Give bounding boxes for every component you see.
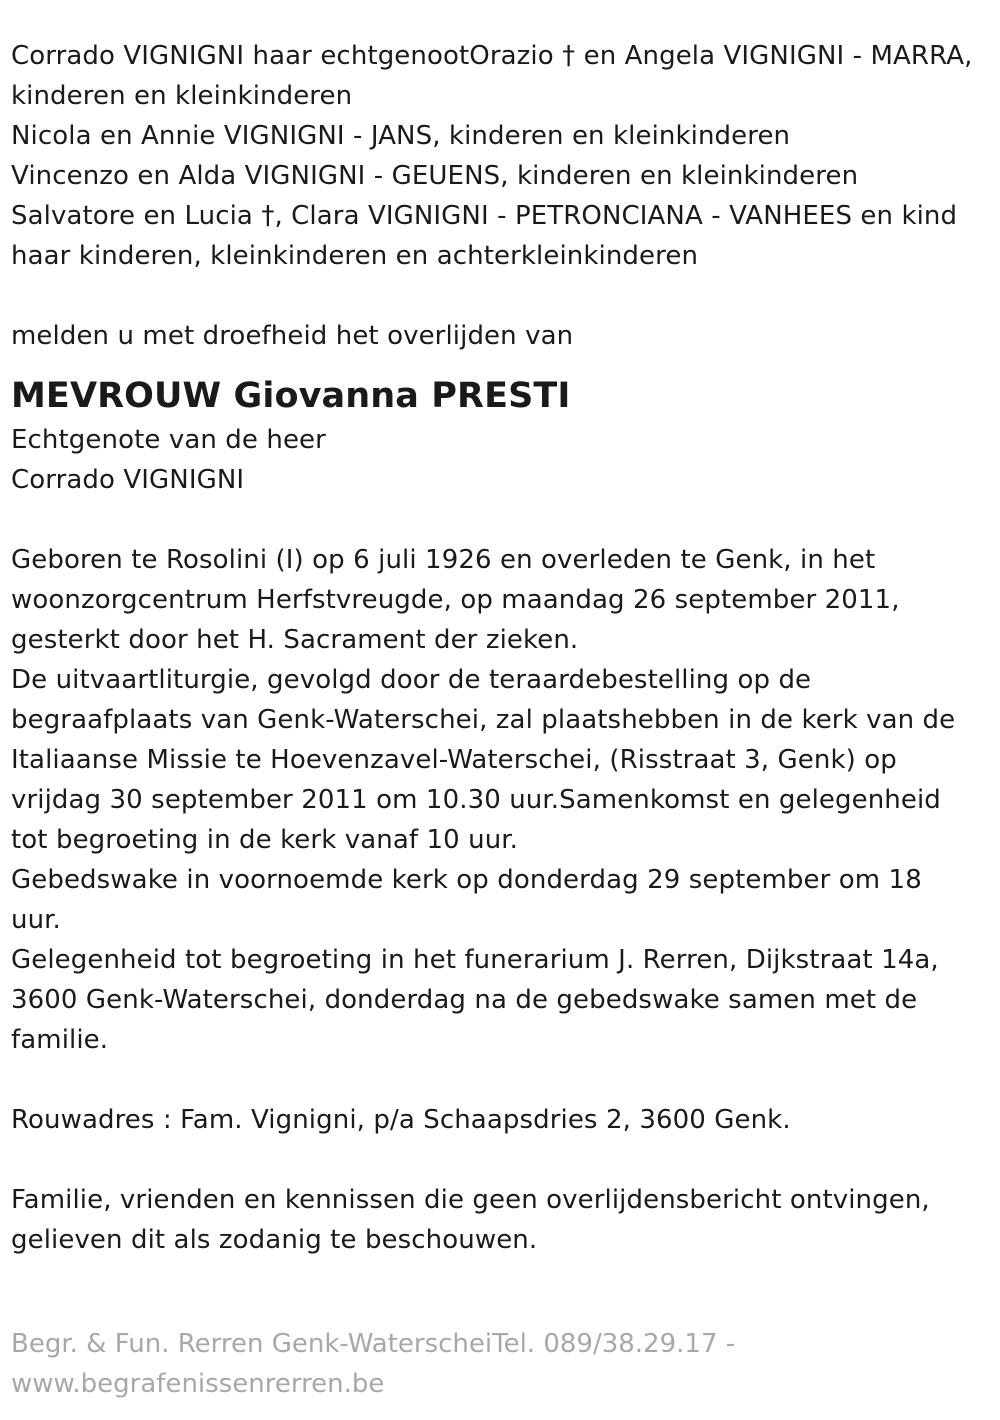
- details-line-4: De uitvaartliturgie, gevolgd door de teraardebestelling op de: [11, 665, 812, 695]
- cross-icon: †: [261, 201, 275, 231]
- obituary-notice: [11, 36, 996, 1260]
- family-line-5: [11, 196, 996, 236]
- spacer: [11, 1060, 996, 1100]
- announcement-text: melden u met droefheid het overlijden van: [11, 321, 574, 351]
- details-line-10: uur.: [11, 905, 61, 935]
- funeral-home-footer: [11, 1324, 996, 1404]
- family-section: [11, 36, 996, 276]
- details-line-11: Gelegenheid tot begroeting in het funerarium J. Rerren, Dijkstraat 14a,: [11, 945, 939, 975]
- family-line-3: Nicola en Annie VIGNIGNI - JANS, kinderen en kleinkinderen: [11, 121, 791, 151]
- deceased-name: MEVROUW Giovanna PRESTI: [11, 376, 571, 416]
- family-line-6: haar kinderen, kleinkinderen en achterkleinkinderen: [11, 241, 699, 271]
- details-line-7: vrijdag 30 september 2011 om 10.30 uur.Samenkomst en gelegenheid: [11, 785, 941, 815]
- details-line-13: familie.: [11, 1025, 109, 1055]
- details-line-3: gesterkt door het H. Sacrament der zieken.: [11, 625, 579, 655]
- family-line-1-text-b: en Angela VIGNIGNI - MARRA,: [575, 41, 973, 71]
- footer-contact-line: Begr. & Fun. Rerren Genk-WaterscheiTel. 089/38.29.17 -: [11, 1329, 736, 1359]
- family-line-1-text-a: Corrado VIGNIGNI haar echtgenootOrazio: [11, 41, 563, 71]
- cross-icon: †: [562, 41, 576, 71]
- family-line-5-text-b: , Clara VIGNIGNI - PETRONCIANA - VANHEES en kind: [274, 201, 958, 231]
- spacer: [11, 500, 996, 540]
- family-line-1: [11, 36, 996, 76]
- details-line-1: Geboren te Rosolini (I) op 6 juli 1926 en overleden te Genk, in het: [11, 545, 876, 575]
- details-section: [11, 540, 996, 1060]
- details-line-9: Gebedswake in voornoemde kerk op donderdag 29 september om 18: [11, 865, 922, 895]
- details-line-2: woonzorgcentrum Herfstvreugde, op maandag 26 september 2011,: [11, 585, 900, 615]
- closing-line-2: gelieven dit als zodanig te beschouwen.: [11, 1225, 538, 1255]
- footer-website-link[interactable]: www.begrafenissenrerren.be: [11, 1369, 385, 1399]
- details-line-12: 3600 Genk-Waterschei, donderdag na de gebedswake samen met de: [11, 985, 918, 1015]
- mourning-address: Rouwadres : Fam. Vignigni, p/a Schaapsdries 2, 3600 Genk.: [11, 1105, 791, 1135]
- spacer: [11, 276, 996, 316]
- family-line-4: Vincenzo en Alda VIGNIGNI - GEUENS, kinderen en kleinkinderen: [11, 161, 859, 191]
- details-line-8: tot begroeting in de kerk vanaf 10 uur.: [11, 825, 519, 855]
- spacer: [11, 1140, 996, 1180]
- family-line-5-text-a: Salvatore en Lucia: [11, 201, 262, 231]
- details-line-6: Italiaanse Missie te Hoevenzavel-Waterschei, (Risstraat 3, Genk) op: [11, 745, 897, 775]
- family-line-2: kinderen en kleinkinderen: [11, 81, 353, 111]
- closing-line-1: Familie, vrienden en kennissen die geen overlijdensbericht ontvingen,: [11, 1185, 930, 1215]
- deceased-relation-line-2: Corrado VIGNIGNI: [11, 465, 245, 495]
- deceased-relation-line-1: Echtgenote van de heer: [11, 425, 326, 455]
- details-line-5: begraafplaats van Genk-Waterschei, zal plaatshebben in de kerk van de: [11, 705, 956, 735]
